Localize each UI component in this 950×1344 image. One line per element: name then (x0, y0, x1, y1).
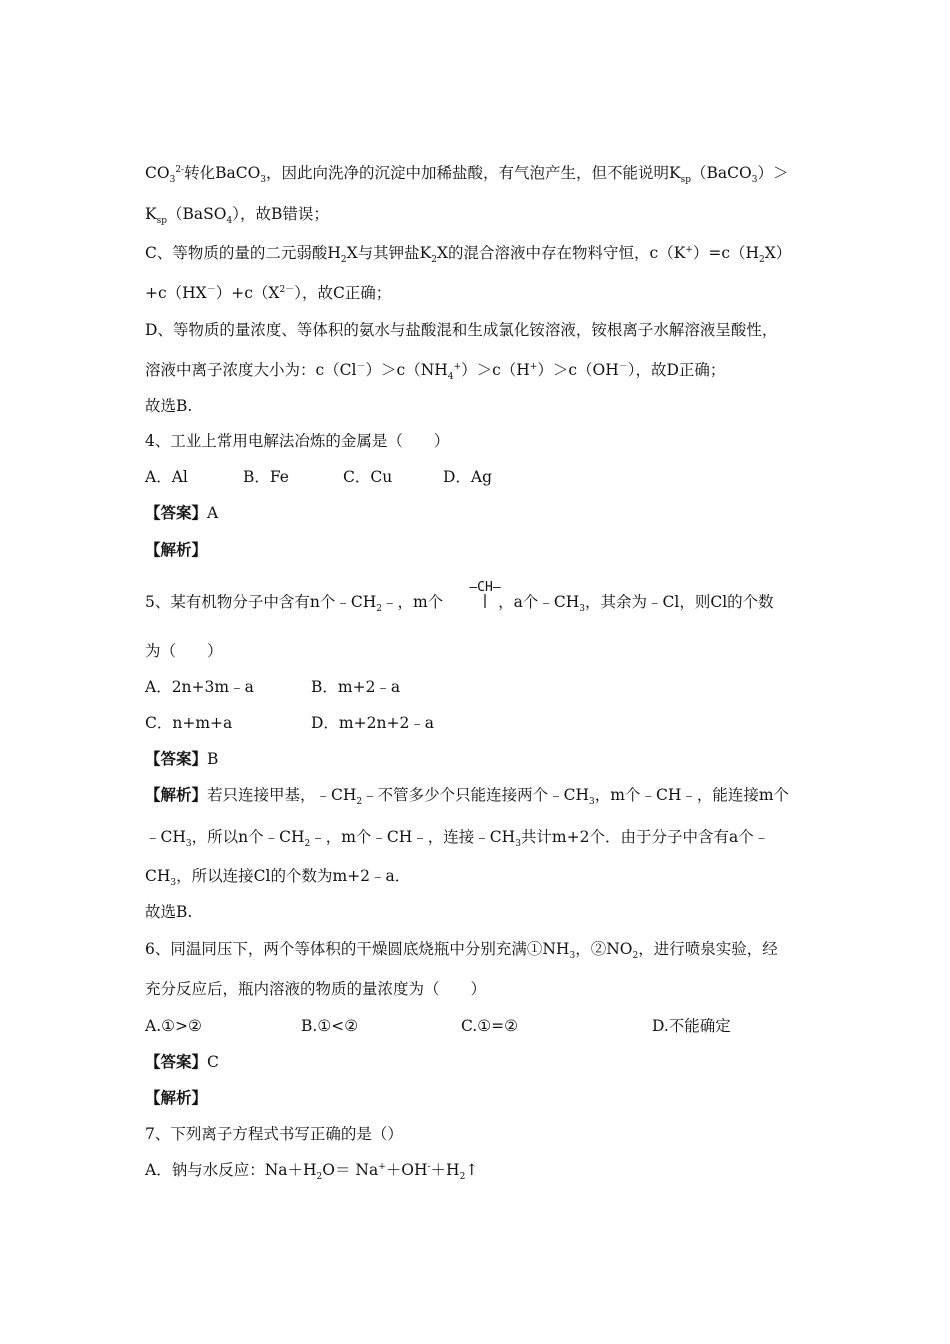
option-b: B.①<② (301, 1017, 359, 1035)
question-5: 5、某有机物分子中含有n个$﹣CH_2﹣$，m个 ，a个$﹣CH_3$，其余为﹣Cl，则Cl的个数 (145, 593, 774, 615)
analysis: 【解析】若只连接甲基，$﹣CH_2﹣$不管多少个只能连接两个$﹣CH_3$，m个﹣CH﹣，能连接m个 (145, 785, 790, 808)
option-c: C.①=② (461, 1017, 519, 1035)
text-line: 为（ ） (145, 642, 223, 660)
question-4: 4、工业上常用电解法冶炼的金属是（ ） (145, 432, 450, 450)
option-a: A．Al (145, 468, 188, 486)
option-d: D.不能确定 (652, 1017, 731, 1035)
option-c: C．Cu (343, 468, 393, 486)
option-b: B．Fe (243, 468, 289, 486)
text-line: $K_{sp}(BaSO_4)$，故B错误； (145, 205, 329, 227)
question-6: 6、同温同压下，两个等体积的干燥圆底烧瓶中分别充满$①NH_3$，$②NO_2$，进行喷泉实验，经 (145, 940, 778, 962)
text-line: 溶液中离子浓度大小为：$c(Cl^-)>c(NH_4^+)>c(H^+)>c(OH^-)$，故D正确； (145, 361, 726, 383)
ch-structure-label: —CH— (469, 580, 501, 595)
option-d: D．m+2n+2﹣a (311, 714, 435, 732)
option-a: A.①>② (145, 1017, 202, 1035)
ch-structure-svg (458, 578, 512, 612)
analysis-label: 【解析】 (145, 1088, 208, 1107)
ch-structure-diagram (458, 578, 512, 612)
text-line: $CO_3^{2-}$转化BaCO$_3$，因此向洗净的沉淀中加稀盐酸，有气泡产生，但不能说明$K_{sp}(BaCO_3)>$ (145, 164, 789, 186)
option-b: B．m+2﹣a (311, 678, 401, 696)
option-c: C．n+m+a (145, 714, 233, 732)
question-7: 7、下列离子方程式书写正确的是（） (145, 1125, 403, 1143)
text-line: 故选B. (145, 903, 193, 921)
text-line: $+c(HX^-)+c(X^{2-})$，故C正确； (145, 284, 392, 302)
option-a: A．2n+3m﹣a (145, 678, 254, 696)
answer: 【答案】A (145, 503, 219, 522)
text-line: 故选B. (145, 397, 193, 415)
analysis-line: $﹣CH_3$，所以n个$﹣CH_2﹣$，m个﹣CH﹣，连接$﹣CH_3$共计m+2个．由于分子中含有a个﹣ (145, 828, 770, 850)
answer: 【答案】C (145, 1052, 219, 1071)
answer: 【答案】B (145, 749, 219, 768)
analysis-line: $CH_3$，所以连接Cl的个数为m+2﹣a． (145, 867, 411, 889)
text-line: C、等物质的量的二元弱酸$H_2X$与其钾盐$K_2X$的混合溶液中存在物料守恒，$c(K^+)=c(H_2X)$ (145, 244, 792, 266)
analysis-label: 【解析】 (145, 540, 208, 559)
text-line: 充分反应后，瓶内溶液的物质的量浓度为（ ） (145, 980, 487, 998)
option-a: A．钠与水反应：$Na+H_2O=$ $Na^++OH^-+H_2↑$ (145, 1161, 479, 1183)
option-d: D．Ag (443, 468, 493, 486)
text-line: D、等物质的量浓度、等体积的氨水与盐酸混和生成氯化铵溶液，铵根离子水解溶液呈酸性， (145, 321, 778, 339)
